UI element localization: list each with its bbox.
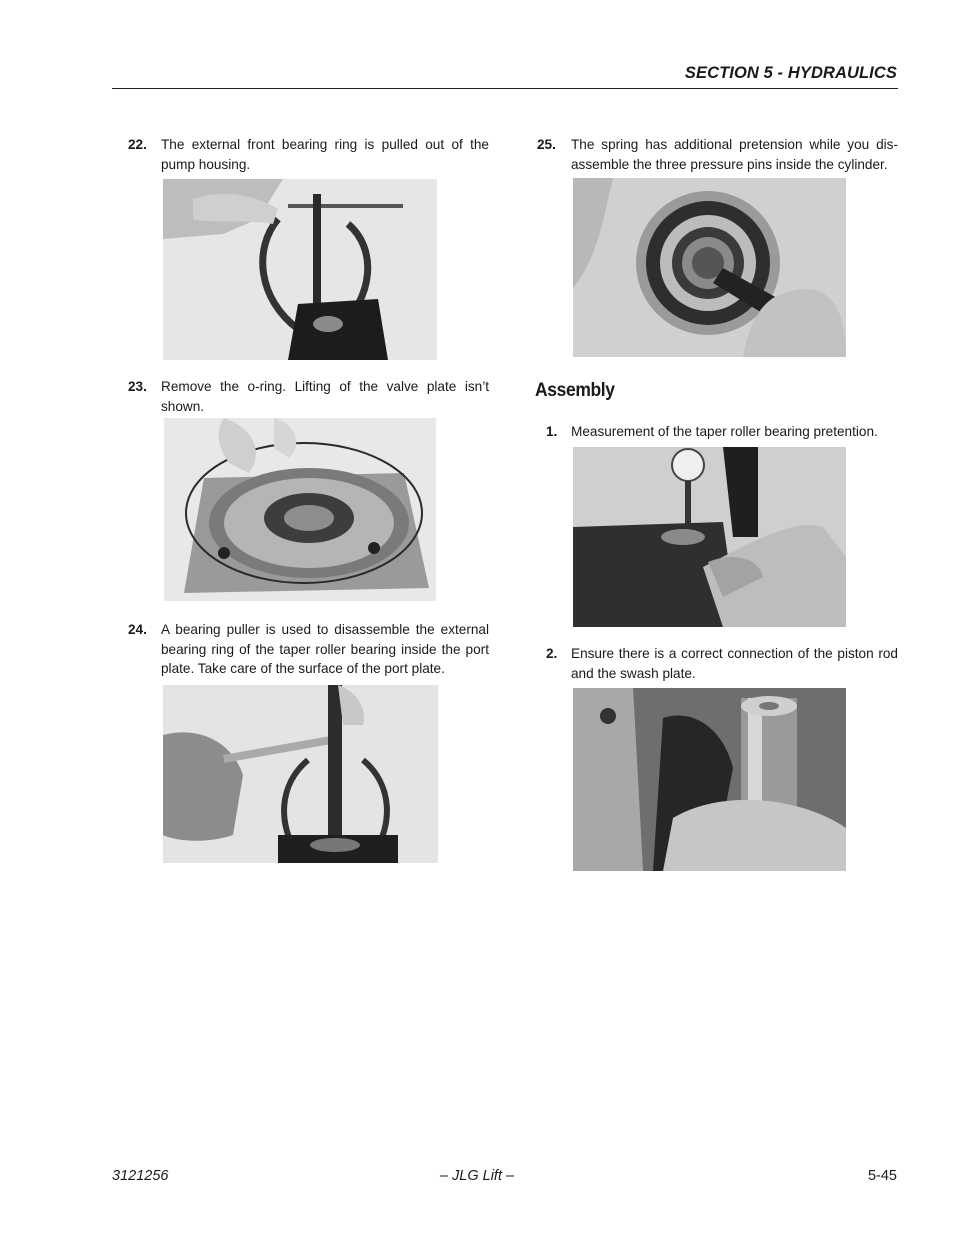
- step-text: A bearing puller is used to disassemble the external bearing ring of the taper roller bearing inside the port plate. Take care of the surface of the port plate.: [161, 622, 489, 676]
- photo-cylinder-pressure-pins: [573, 178, 846, 357]
- step-text: Remove the o-ring. Lifting of the valve plate isn’t shown.: [161, 379, 489, 414]
- photo-bearing-puller-port-plate: [163, 685, 438, 863]
- footer-brand: – JLG Lift –: [439, 1168, 515, 1184]
- photo-o-ring-removal: [164, 418, 436, 601]
- document-number: 3121256: [112, 1168, 169, 1184]
- header-divider: [112, 88, 898, 89]
- page-number: 5-45: [867, 1168, 897, 1184]
- step-number: 23.: [128, 379, 147, 394]
- assembly-heading: Assembly: [535, 380, 615, 401]
- step-number: 24.: [128, 622, 147, 637]
- section-title: SECTION 5 - HYDRAULICS: [684, 64, 897, 82]
- photo-bearing-pretention-measurement: [573, 447, 846, 627]
- step-number: 25.: [537, 137, 556, 152]
- step-text: Ensure there is a correct connection of the piston rod and the swash plate.: [571, 646, 898, 681]
- step-text: The external front bearing ring is pulled out of the pump housing.: [161, 137, 489, 172]
- step-text: Measurement of the taper roller bearing pretention.: [571, 424, 878, 439]
- photo-piston-rod-swash-plate: [573, 688, 846, 871]
- step-number: 22.: [128, 137, 147, 152]
- photo-bearing-ring-puller: [163, 179, 437, 360]
- step-number: 2.: [546, 646, 558, 661]
- step-number: 1.: [546, 424, 558, 439]
- step-text: The spring has additional pretension while you dis-assemble the three pressure pins inside the cylinder.: [571, 137, 898, 172]
